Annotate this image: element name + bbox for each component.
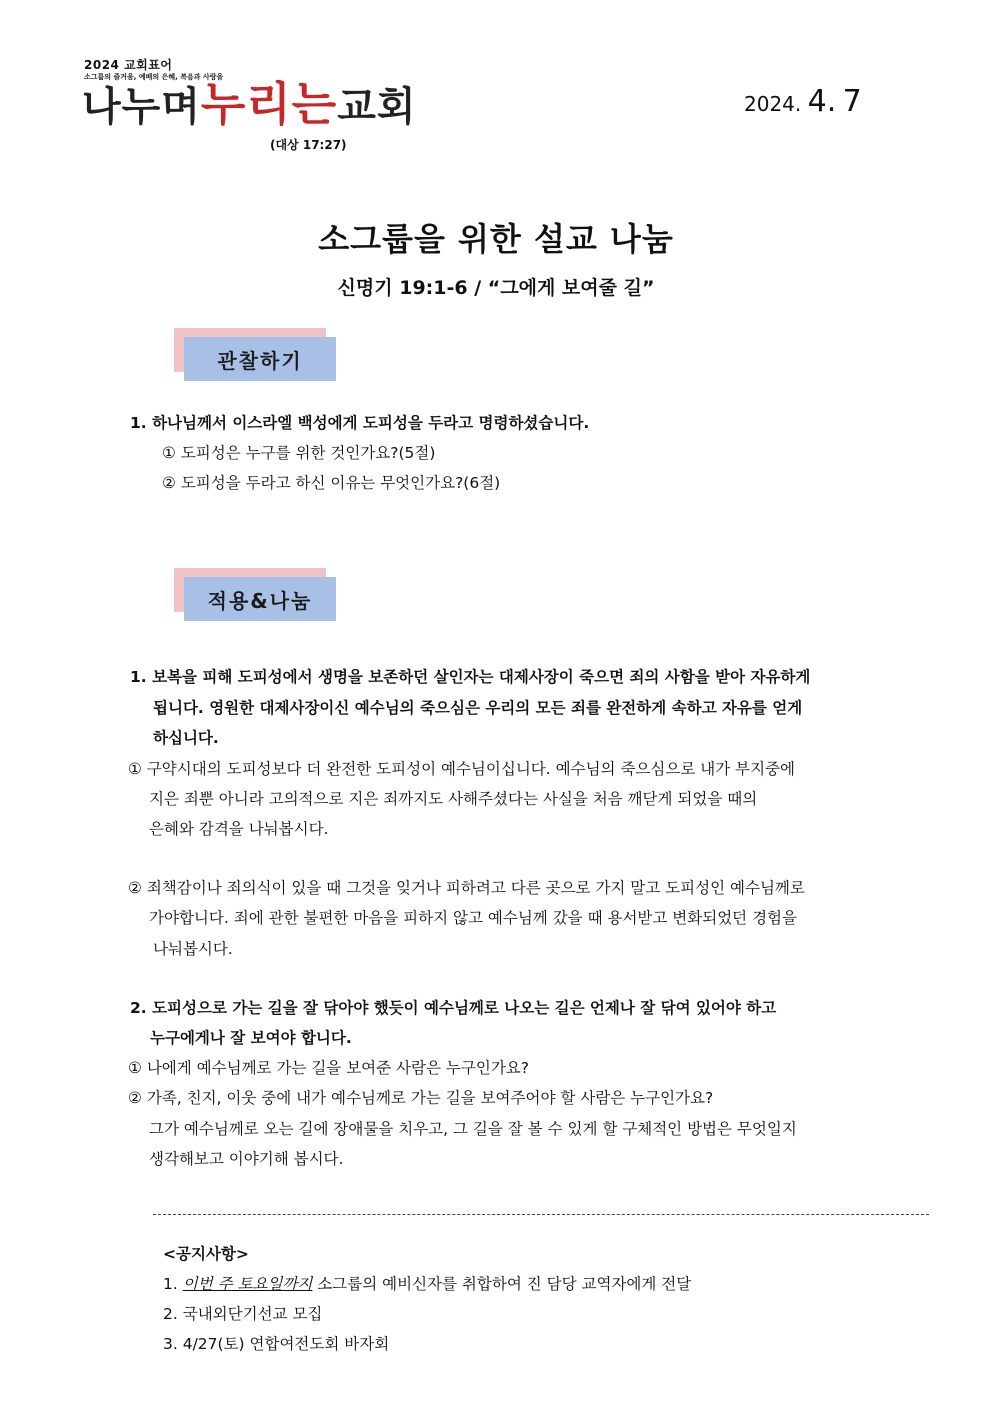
apply-paragraph-1-line-2: 됩니다. 영원한 대제사장이신 예수님의 죽으심은 우리의 모든 죄를 완전하게 속하고 자유를 얻게 — [153, 699, 803, 717]
notice-1-deadline: 이번 주 토요일까지 — [182, 1275, 313, 1293]
notice-3: 3. 4/27(토) 연합여전도회 바자회 — [163, 1335, 390, 1353]
apply-question-2b-line-3: 생각해보고 이야기해 봅시다. — [149, 1150, 344, 1168]
observe-question-1: 1. 하나님께서 이스라엘 백성에게 도피성을 두라고 명령하셨습니다. — [130, 414, 590, 432]
logo-part-3: 교회 — [337, 83, 417, 130]
dashed-divider — [153, 1214, 929, 1215]
apply-question-1b-line-3: 나눠봅시다. — [153, 940, 233, 958]
page-title: 소그룹을 위한 설교 나눔 — [318, 220, 674, 258]
date — [744, 84, 862, 119]
apply-question-2b-line-1: ② 가족, 친지, 이웃 중에 내가 예수님께로 가는 길을 보여주어야 할 사람은 누구인가요? — [128, 1089, 714, 1107]
notice-1 — [163, 1274, 691, 1294]
apply-question-1a-line-2: 지은 죄뿐 아니라 고의적으로 지은 죄까지도 사해주셨다는 사실을 처음 깨닫게 되었을 때의 — [149, 790, 758, 808]
apply-question-2b-line-2: 그가 예수님께로 오는 길에 장애물을 치우고, 그 길을 잘 볼 수 있게 할 구체적인 방법은 무엇일지 — [149, 1120, 797, 1138]
apply-paragraph-1-line-3: 하십니다. — [153, 729, 219, 747]
year-motto: 2024 교회표어 — [84, 58, 173, 72]
logo-part-1: 나누며 — [82, 83, 201, 130]
apply-question-2a: ① 나에게 예수님께로 가는 길을 보여준 사람은 누구인가요? — [128, 1059, 529, 1077]
observe-question-1a: ① 도피성은 누구를 위한 것인가요?(5절) — [162, 444, 436, 462]
observe-question-1b: ② 도피성을 두라고 하신 이유는 무엇인가요?(6절) — [162, 474, 501, 492]
apply-paragraph-2-line-1: 2. 도피성으로 가는 길을 잘 닦아야 했듯이 예수님께로 나오는 길은 언제나 잘 닦여 있어야 하고 — [130, 999, 777, 1017]
date-year: 2024. — [744, 92, 802, 116]
apply-paragraph-1-line-1: 1. 보복을 피해 도피성에서 생명을 보존하던 살인자는 대제사장이 죽으면 죄의 사함을 받아 자유하게 — [130, 668, 811, 686]
apply-question-1a-line-1: ① 구약시대의 도피성보다 더 완전한 도피성이 예수님이십니다. 예수님의 죽으심으로 내가 부지중에 — [128, 760, 796, 778]
sub-motto: 소그룹의 즐거움, 예배의 은혜, 복음과 사랑을 — [84, 73, 224, 81]
apply-question-1b-line-2: 가야합니다. 죄에 관한 불편한 마음을 피하지 않고 예수님께 갔을 때 용서받고 변화되었던 경험을 — [149, 909, 798, 927]
apply-paragraph-2-line-2: 누구에게나 잘 보여야 합니다. — [150, 1029, 352, 1047]
page-subtitle: 신명기 19:1-6 / “그에게 보여줄 길” — [337, 277, 655, 299]
notice-1-text: 소그룹의 예비신자를 취합하여 진 담당 교역자에게 전달 — [312, 1275, 692, 1293]
date-day: 7 — [842, 84, 862, 119]
notice-1-number: 1. — [163, 1275, 178, 1293]
notice-2: 2. 국내외단기선교 모집 — [163, 1305, 323, 1323]
notices-heading: <공지사항> — [163, 1245, 249, 1263]
verse-reference: (대상 17:27) — [270, 138, 347, 152]
date-month: 4. — [807, 84, 837, 119]
logo-part-2: 누리는 — [200, 77, 338, 131]
section-observe-label: 관찰하기 — [184, 337, 336, 381]
apply-question-1b-line-1: ② 죄책감이나 죄의식이 있을 때 그것을 잊거나 피하려고 다른 곳으로 가지 말고 도피성인 예수님께로 — [128, 879, 805, 897]
section-apply-label: 적용&나눔 — [184, 577, 336, 621]
apply-question-1a-line-3: 은혜와 감격을 나눠봅시다. — [149, 820, 329, 838]
